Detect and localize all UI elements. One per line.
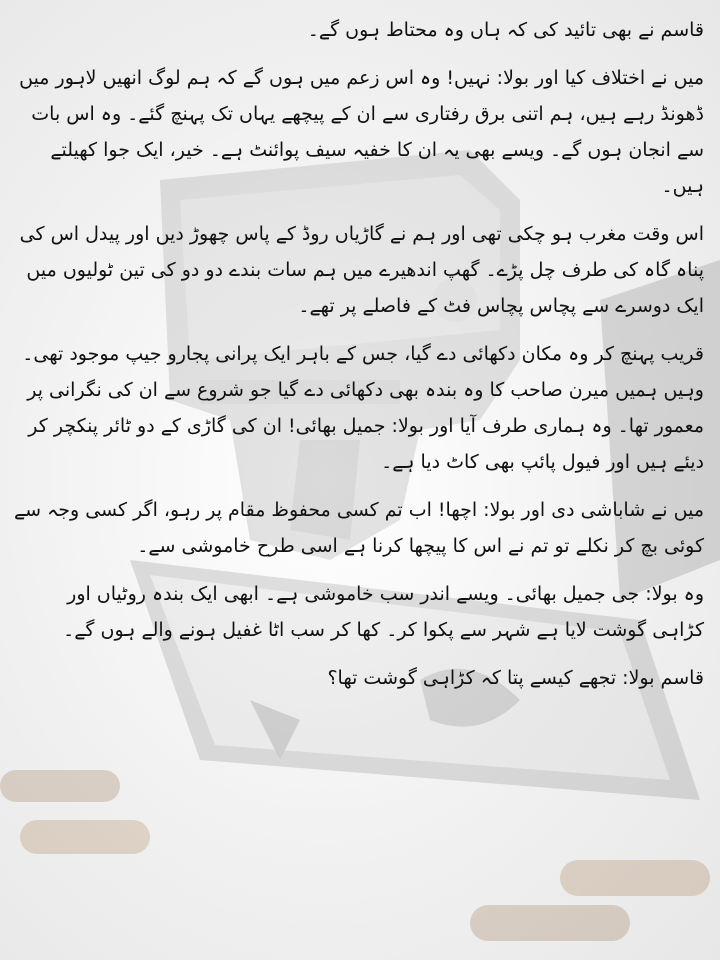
paragraph-2: میں نے اختلاف کیا اور بولا: نہیں! وہ اس زعم میں ہوں گے کہ ہم لوگ انھیں لاہور میں ڈھونڈ رہے ہیں، ہم اتنی برق رفتاری سے ان کے پیچھے یہاں تک پہنچ گئے۔ وہ اس بات سے انجان ہوں گے۔ ویسے بھی یہ ان کا خفیہ سیف پوائنٹ ہے۔ خیر، ایک جوا کھیلتے ہیں۔	[19, 67, 704, 197]
article-text	[10, 12, 704, 708]
paragraph-5: میں نے شاباشی دی اور بولا: اچھا! اب تم کسی محفوظ مقام پر رہو، اگر کسی وجہ سے کوئی بچ کر نکلے تو تم نے اس کا پیچھا کرنا ہے اسی طرح خاموشی سے۔	[14, 499, 704, 557]
paragraph-1: قاسم نے بھی تائید کی کہ ہاں وہ محتاط ہوں گے۔	[307, 19, 704, 41]
paragraph-7: قاسم بولا: تجھے کیسے پتا کہ کڑاہی گوشت تھا؟	[327, 667, 704, 689]
paragraph-4: قریب پہنچ کر وہ مکان دکھائی دے گیا، جس کے باہر ایک پرانی پجارو جیپ موجود تھی۔ وہیں ہمیں میرن صاحب کا وہ بندہ بھی دکھائی دے گیا جو شروع سے ان کی نگرانی پر معمور تھا۔ وہ ہماری طرف آیا اور بولا: جمیل بھائی! ان کی گاڑی کے دو ٹائر پنکچر کر دیئے ہیں اور فیول پائپ بھی کاٹ دیا ہے۔	[22, 343, 704, 473]
paragraph-6: وہ بولا: جی جمیل بھائی۔ ویسے اندر سب خاموشی ہے۔ ابھی ایک بندہ روٹیاں اور کڑاہی گوشت لایا ہے شہر سے پکوا کر۔ کھا کر سب اٹا غفیل ہونے والے ہوں گے۔	[63, 583, 704, 641]
paragraph-3: اس وقت مغرب ہو چکی تھی اور ہم نے گاڑیاں روڈ کے پاس چھوڑ دیں اور پیدل اس کی پناہ گاہ کی طرف چل پڑے۔ گھپ اندھیرے میں ہم سات بندے دو دو کی تین ٹولیوں میں ایک دوسرے سے پچاس پچاس فٹ کے فاصلے پر تھے۔	[19, 223, 704, 317]
bullets-icon	[0, 770, 710, 941]
